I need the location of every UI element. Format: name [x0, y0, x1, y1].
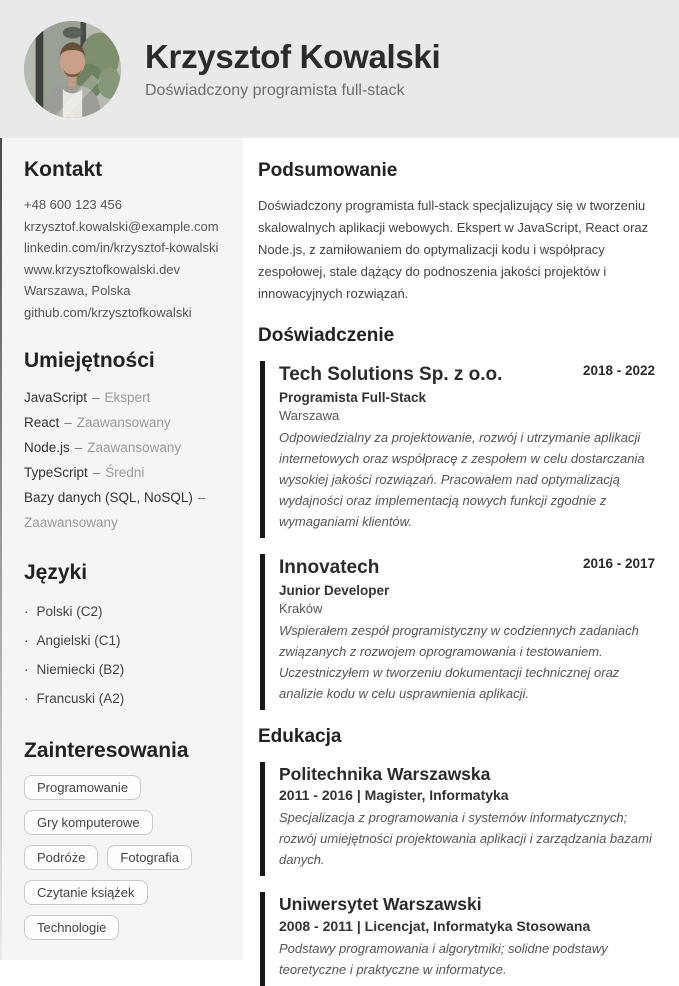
experience-dates: 2016 - 2017: [583, 556, 655, 571]
job-role: Junior Developer: [279, 583, 655, 598]
school-name: Politechnika Warszawska: [279, 764, 655, 786]
interest-chip: Programowanie: [24, 775, 141, 800]
language-item: · Francuski (A2): [24, 684, 227, 713]
skills-section: [24, 349, 227, 535]
experience-entry: [260, 361, 655, 538]
company-name: Innovatech: [279, 556, 379, 580]
experience-dates: 2018 - 2022: [583, 363, 655, 378]
job-location: Kraków: [279, 601, 655, 616]
skill-item: Bazy danych (SQL, NoSQL)– Zaawansowany: [24, 485, 227, 535]
contact-email[interactable]: krzysztof.kowalski@example.com: [24, 216, 227, 238]
content: [0, 138, 679, 960]
school-name: Uniwersytet Warszawski: [279, 894, 655, 916]
language-item: · Polski (C2): [24, 597, 227, 626]
company-name: Tech Solutions Sp. z o.o.: [279, 363, 502, 387]
interest-chip: Czytanie książek: [24, 880, 148, 905]
job-subtitle: Doświadczony programista full-stack: [145, 82, 440, 100]
languages-heading: Języki: [24, 561, 227, 585]
education-heading: Edukacja: [258, 726, 655, 748]
contact-heading: Kontakt: [24, 158, 227, 182]
page-title: Krzysztof Kowalski: [145, 38, 440, 76]
education-meta: 2011 - 2016 | Magister, Informatyka: [279, 787, 655, 803]
education-description: Podstawy programowania i algorytmiki; solidne podstawy teoretyczne i praktyczne w informatyce.: [279, 938, 655, 980]
interest-chip: Gry komputerowe: [24, 810, 153, 835]
contact-phone: +48 600 123 456: [24, 194, 227, 216]
experience-section: [258, 325, 655, 710]
summary-section: [258, 160, 655, 305]
skill-item: Node.js – Zaawansowany: [24, 435, 227, 460]
contact-linkedin[interactable]: linkedin.com/in/krzysztof-kowalski: [24, 237, 227, 259]
page-edge-shadow: [0, 138, 2, 960]
sidebar: [0, 138, 243, 960]
contact-section: [24, 158, 227, 323]
interest-chip: Podróże: [24, 845, 98, 870]
summary-heading: Podsumowanie: [258, 160, 655, 182]
education-meta: 2008 - 2011 | Licencjat, Informatyka Stosowana: [279, 918, 655, 934]
education-entry: [260, 762, 655, 877]
header-text: [145, 38, 440, 100]
interests-heading: Zainteresowania: [24, 739, 227, 763]
experience-entry: [260, 554, 655, 710]
interests-section: [24, 739, 227, 950]
job-location: Warszawa: [279, 408, 655, 423]
skill-item: React – Zaawansowany: [24, 410, 227, 435]
skill-item: JavaScript – Ekspert: [24, 385, 227, 410]
job-description: Wspierałem zespół programistyczny w codziennych zadaniach związanych z rozwojem oprogramowania i testowaniem. Uczestniczyłem w tworzeniu dokumentacji technicznej oraz analizie kodu w celu usprawnienia aplikacji.: [279, 620, 655, 704]
education-description: Specjalizacja z programowania i systemów informatycznych; rozwój umiejętności projektowania aplikacji i zarządzania bazami danych.: [279, 807, 655, 870]
interest-chips: [24, 775, 227, 950]
header: [0, 0, 679, 138]
interest-chip: Fotografia: [107, 845, 192, 870]
language-item: · Niemiecki (B2): [24, 655, 227, 684]
language-item: · Angielski (C1): [24, 626, 227, 655]
job-role: Programista Full-Stack: [279, 390, 655, 405]
experience-heading: Doświadczenie: [258, 325, 655, 347]
avatar: [24, 21, 121, 118]
interest-chip: Technologie: [24, 915, 119, 940]
job-description: Odpowiedzialny za projektowanie, rozwój i utrzymanie aplikacji internetowych oraz współpracę z zespołem w celu dostarczania wysokiej jakości rozwiązań. Pracowałem nad optymalizacją wydajności oraz implementacją nowych funkcji zgodnie z wymaganiami klientów.: [279, 427, 655, 532]
education-entry: [260, 892, 655, 986]
skills-heading: Umiejętności: [24, 349, 227, 373]
languages-section: [24, 561, 227, 713]
summary-text: Doświadczony programista full-stack specjalizujący się w tworzeniu skalowalnych aplikacji webowych. Ekspert w JavaScript, React oraz Node.js, z zamiłowaniem do optymalizacji kodu i współpracy zespołowej, stale dążący do podnoszenia jakości projektów i innowacyjnych rozwiązań.: [258, 195, 655, 305]
main-column: [243, 138, 679, 960]
skill-item: TypeScript – Średni: [24, 460, 227, 485]
contact-website[interactable]: www.krzysztofkowalski.dev: [24, 259, 227, 281]
education-section: [258, 726, 655, 986]
contact-location: Warszawa, Polska: [24, 280, 227, 302]
contact-github[interactable]: github.com/krzysztofkowalski: [24, 302, 227, 324]
avatar-photo: [24, 21, 121, 118]
